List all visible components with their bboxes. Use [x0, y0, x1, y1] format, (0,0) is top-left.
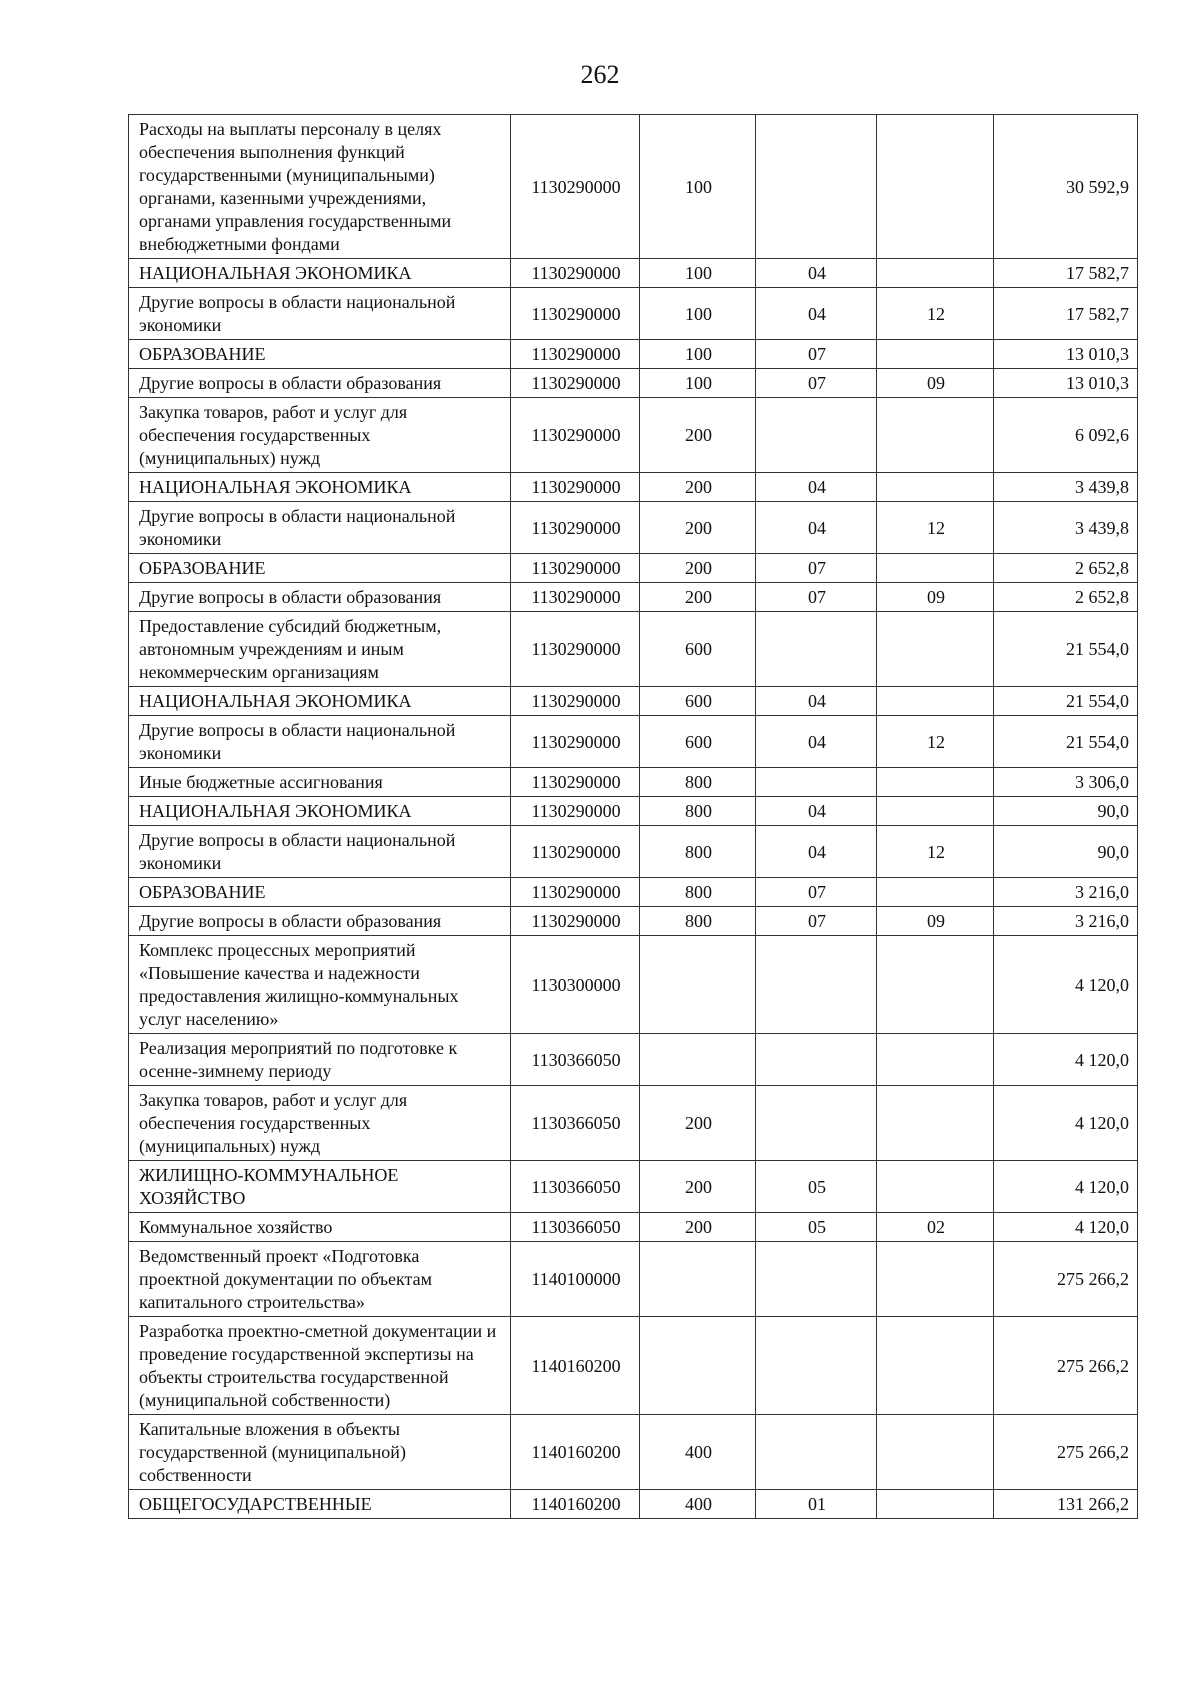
table-row: [129, 1415, 1138, 1490]
target-article-cell: 1130290000: [511, 473, 640, 502]
table-row: [129, 1086, 1138, 1161]
expense-type-cell: 200: [640, 583, 756, 612]
expense-type-cell: 800: [640, 797, 756, 826]
section-cell: 07: [756, 554, 877, 583]
amount-cell: 275 266,2: [994, 1242, 1138, 1317]
section-cell: [756, 115, 877, 259]
section-cell: [756, 1086, 877, 1161]
subsection-cell: [877, 797, 994, 826]
section-cell: [756, 1317, 877, 1415]
amount-cell: 6 092,6: [994, 398, 1138, 473]
subsection-cell: [877, 473, 994, 502]
section-cell: 07: [756, 340, 877, 369]
expense-type-cell: 100: [640, 115, 756, 259]
expense-type-cell: 800: [640, 878, 756, 907]
table-row: [129, 288, 1138, 340]
table-row: [129, 687, 1138, 716]
table-row: [129, 907, 1138, 936]
section-cell: [756, 612, 877, 687]
table-row: [129, 340, 1138, 369]
target-article-cell: 1130290000: [511, 687, 640, 716]
table-row: [129, 554, 1138, 583]
expense-name-cell: Другие вопросы в области национальной экономики: [129, 826, 511, 878]
section-cell: 04: [756, 473, 877, 502]
page-number: 262: [580, 60, 620, 89]
expense-name-cell: НАЦИОНАЛЬНАЯ ЭКОНОМИКА: [129, 259, 511, 288]
table-row: [129, 369, 1138, 398]
target-article-cell: 1130290000: [511, 340, 640, 369]
subsection-cell: [877, 115, 994, 259]
expense-name-cell: Расходы на выплаты персоналу в целях обеспечения выполнения функций государственными (муниципальными) органами, казенными учреждениями, органами управления государственными внебюджетными фондами: [129, 115, 511, 259]
expense-name-cell: ОБРАЗОВАНИЕ: [129, 554, 511, 583]
table-row: [129, 612, 1138, 687]
target-article-cell: 1130366050: [511, 1086, 640, 1161]
amount-cell: 4 120,0: [994, 936, 1138, 1034]
expense-name-cell: НАЦИОНАЛЬНАЯ ЭКОНОМИКА: [129, 687, 511, 716]
table-row: [129, 398, 1138, 473]
expense-name-cell: Коммунальное хозяйство: [129, 1213, 511, 1242]
subsection-cell: [877, 1242, 994, 1317]
amount-cell: 4 120,0: [994, 1034, 1138, 1086]
amount-cell: 4 120,0: [994, 1213, 1138, 1242]
expense-name-cell: Другие вопросы в области образования: [129, 369, 511, 398]
section-cell: 05: [756, 1213, 877, 1242]
subsection-cell: 09: [877, 583, 994, 612]
amount-cell: 3 439,8: [994, 473, 1138, 502]
section-cell: 07: [756, 369, 877, 398]
target-article-cell: 1140160200: [511, 1415, 640, 1490]
amount-cell: 3 306,0: [994, 768, 1138, 797]
amount-cell: 21 554,0: [994, 612, 1138, 687]
subsection-cell: [877, 1034, 994, 1086]
expense-type-cell: [640, 1034, 756, 1086]
subsection-cell: 12: [877, 716, 994, 768]
expense-type-cell: 200: [640, 1086, 756, 1161]
subsection-cell: [877, 554, 994, 583]
target-article-cell: 1130290000: [511, 716, 640, 768]
section-cell: 07: [756, 583, 877, 612]
expense-type-cell: 800: [640, 768, 756, 797]
subsection-cell: [877, 1317, 994, 1415]
budget-table: [128, 114, 1138, 1519]
subsection-cell: [877, 398, 994, 473]
section-cell: 04: [756, 288, 877, 340]
target-article-cell: 1130300000: [511, 936, 640, 1034]
table-row: [129, 502, 1138, 554]
expense-type-cell: 100: [640, 369, 756, 398]
table-row: [129, 473, 1138, 502]
table-row: [129, 1161, 1138, 1213]
subsection-cell: 09: [877, 369, 994, 398]
amount-cell: 17 582,7: [994, 288, 1138, 340]
table-row: [129, 936, 1138, 1034]
expense-name-cell: Другие вопросы в области национальной экономики: [129, 716, 511, 768]
amount-cell: 90,0: [994, 826, 1138, 878]
amount-cell: 275 266,2: [994, 1415, 1138, 1490]
target-article-cell: 1130290000: [511, 583, 640, 612]
expense-type-cell: 400: [640, 1490, 756, 1519]
section-cell: 01: [756, 1490, 877, 1519]
subsection-cell: [877, 936, 994, 1034]
expense-type-cell: 600: [640, 612, 756, 687]
section-cell: 04: [756, 259, 877, 288]
subsection-cell: [877, 1415, 994, 1490]
expense-type-cell: 200: [640, 1161, 756, 1213]
target-article-cell: 1130290000: [511, 398, 640, 473]
expense-type-cell: 100: [640, 288, 756, 340]
target-article-cell: 1130366050: [511, 1213, 640, 1242]
amount-cell: 3 216,0: [994, 907, 1138, 936]
table-row: [129, 878, 1138, 907]
amount-cell: 131 266,2: [994, 1490, 1138, 1519]
subsection-cell: [877, 612, 994, 687]
table-row: [129, 1213, 1138, 1242]
section-cell: [756, 768, 877, 797]
target-article-cell: 1130290000: [511, 554, 640, 583]
table-row: [129, 1242, 1138, 1317]
subsection-cell: [877, 768, 994, 797]
amount-cell: 4 120,0: [994, 1161, 1138, 1213]
expense-name-cell: НАЦИОНАЛЬНАЯ ЭКОНОМИКА: [129, 797, 511, 826]
expense-type-cell: 800: [640, 907, 756, 936]
expense-type-cell: 100: [640, 259, 756, 288]
table-row: [129, 1490, 1138, 1519]
section-cell: [756, 936, 877, 1034]
amount-cell: 21 554,0: [994, 716, 1138, 768]
amount-cell: 21 554,0: [994, 687, 1138, 716]
expense-type-cell: 200: [640, 473, 756, 502]
table-row: [129, 583, 1138, 612]
amount-cell: 2 652,8: [994, 583, 1138, 612]
target-article-cell: 1130366050: [511, 1161, 640, 1213]
expense-type-cell: [640, 1242, 756, 1317]
table-row: [129, 1317, 1138, 1415]
subsection-cell: [877, 878, 994, 907]
target-article-cell: 1130290000: [511, 768, 640, 797]
expense-type-cell: 200: [640, 554, 756, 583]
expense-name-cell: Закупка товаров, работ и услуг для обеспечения государственных (муниципальных) нужд: [129, 1086, 511, 1161]
expense-name-cell: Другие вопросы в области образования: [129, 583, 511, 612]
expense-name-cell: ЖИЛИЩНО-КОММУНАЛЬНОЕ ХОЗЯЙСТВО: [129, 1161, 511, 1213]
expense-name-cell: Разработка проектно-сметной документации и проведение государственной экспертизы на объекты строительства государственной (муниципальной собственности): [129, 1317, 511, 1415]
expense-type-cell: 800: [640, 826, 756, 878]
table-row: [129, 1034, 1138, 1086]
expense-name-cell: ОБЩЕГОСУДАРСТВЕННЫЕ: [129, 1490, 511, 1519]
subsection-cell: [877, 1161, 994, 1213]
target-article-cell: 1130290000: [511, 878, 640, 907]
table-row: [129, 768, 1138, 797]
table-row: [129, 716, 1138, 768]
expense-type-cell: 200: [640, 1213, 756, 1242]
subsection-cell: [877, 687, 994, 716]
subsection-cell: [877, 259, 994, 288]
target-article-cell: 1130290000: [511, 826, 640, 878]
expense-type-cell: 200: [640, 398, 756, 473]
expense-name-cell: Комплекс процессных мероприятий «Повышение качества и надежности предоставления жилищно-коммунальных услуг населению»: [129, 936, 511, 1034]
expense-name-cell: Закупка товаров, работ и услуг для обеспечения государственных (муниципальных) нужд: [129, 398, 511, 473]
target-article-cell: 1140100000: [511, 1242, 640, 1317]
section-cell: 04: [756, 502, 877, 554]
expense-type-cell: [640, 936, 756, 1034]
subsection-cell: 12: [877, 502, 994, 554]
target-article-cell: 1130290000: [511, 907, 640, 936]
target-article-cell: 1130366050: [511, 1034, 640, 1086]
amount-cell: 90,0: [994, 797, 1138, 826]
expense-type-cell: 200: [640, 502, 756, 554]
expense-type-cell: 100: [640, 340, 756, 369]
target-article-cell: 1130290000: [511, 502, 640, 554]
subsection-cell: 12: [877, 826, 994, 878]
target-article-cell: 1130290000: [511, 288, 640, 340]
table-row: [129, 826, 1138, 878]
target-article-cell: 1140160200: [511, 1490, 640, 1519]
subsection-cell: 02: [877, 1213, 994, 1242]
section-cell: 07: [756, 907, 877, 936]
expense-name-cell: ОБРАЗОВАНИЕ: [129, 878, 511, 907]
section-cell: [756, 1034, 877, 1086]
section-cell: 04: [756, 797, 877, 826]
section-cell: 07: [756, 878, 877, 907]
section-cell: [756, 1242, 877, 1317]
target-article-cell: 1130290000: [511, 797, 640, 826]
expense-name-cell: НАЦИОНАЛЬНАЯ ЭКОНОМИКА: [129, 473, 511, 502]
expense-type-cell: 600: [640, 716, 756, 768]
target-article-cell: 1130290000: [511, 115, 640, 259]
section-cell: 05: [756, 1161, 877, 1213]
section-cell: 04: [756, 826, 877, 878]
expense-name-cell: Предоставление субсидий бюджетным, автономным учреждениям и иным некоммерческим организациям: [129, 612, 511, 687]
target-article-cell: 1130290000: [511, 259, 640, 288]
amount-cell: 13 010,3: [994, 340, 1138, 369]
expense-name-cell: Ведомственный проект «Подготовка проектной документации по объектам капитального строительства»: [129, 1242, 511, 1317]
section-cell: 04: [756, 687, 877, 716]
expense-name-cell: ОБРАЗОВАНИЕ: [129, 340, 511, 369]
amount-cell: 4 120,0: [994, 1086, 1138, 1161]
subsection-cell: [877, 1086, 994, 1161]
target-article-cell: 1130290000: [511, 612, 640, 687]
target-article-cell: 1130290000: [511, 369, 640, 398]
expense-type-cell: 600: [640, 687, 756, 716]
expense-name-cell: Другие вопросы в области образования: [129, 907, 511, 936]
section-cell: [756, 398, 877, 473]
expense-type-cell: [640, 1317, 756, 1415]
table-row: [129, 115, 1138, 259]
subsection-cell: [877, 340, 994, 369]
expense-name-cell: Другие вопросы в области национальной экономики: [129, 288, 511, 340]
table-row: [129, 259, 1138, 288]
expense-name-cell: Иные бюджетные ассигнования: [129, 768, 511, 797]
expense-name-cell: Капитальные вложения в объекты государственной (муниципальной) собственности: [129, 1415, 511, 1490]
amount-cell: 13 010,3: [994, 369, 1138, 398]
section-cell: 04: [756, 716, 877, 768]
expense-name-cell: Другие вопросы в области национальной экономики: [129, 502, 511, 554]
subsection-cell: 12: [877, 288, 994, 340]
budget-table-body: [129, 115, 1138, 1519]
section-cell: [756, 1415, 877, 1490]
subsection-cell: 09: [877, 907, 994, 936]
amount-cell: 30 592,9: [994, 115, 1138, 259]
amount-cell: 3 439,8: [994, 502, 1138, 554]
subsection-cell: [877, 1490, 994, 1519]
amount-cell: 3 216,0: [994, 878, 1138, 907]
expense-type-cell: 400: [640, 1415, 756, 1490]
table-row: [129, 797, 1138, 826]
expense-name-cell: Реализация мероприятий по подготовке к осенне-зимнему периоду: [129, 1034, 511, 1086]
amount-cell: 275 266,2: [994, 1317, 1138, 1415]
amount-cell: 2 652,8: [994, 554, 1138, 583]
target-article-cell: 1140160200: [511, 1317, 640, 1415]
amount-cell: 17 582,7: [994, 259, 1138, 288]
